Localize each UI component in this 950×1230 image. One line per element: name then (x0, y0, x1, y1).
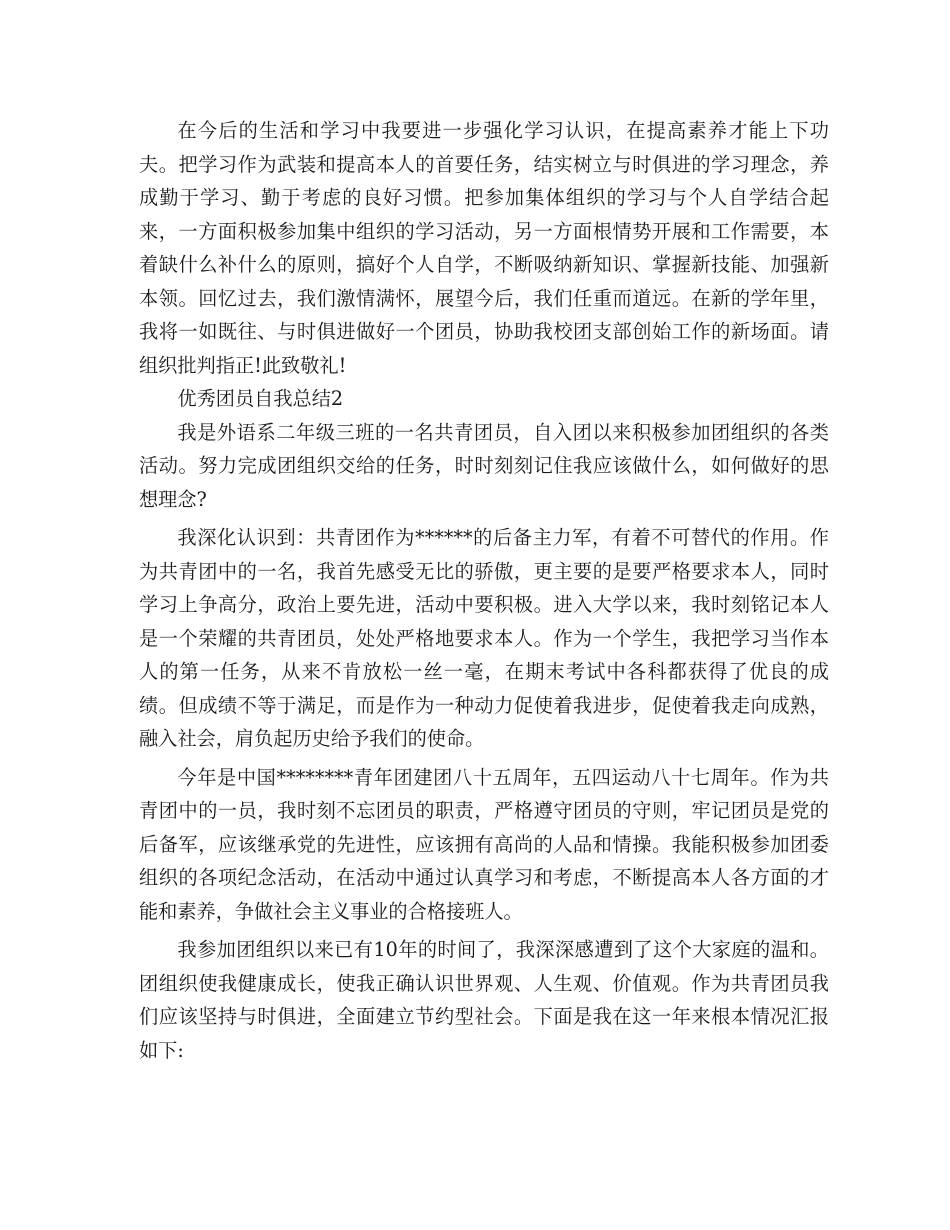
section-heading: 优秀团员自我总结2 (177, 387, 344, 410)
paragraph-report: 我参加团组织以来已有10年的时间了，我深深感遭到了这个大家庭的温和。团组织使我健康成长，使我正确认识世界观、人生观、价值观。作为共青团员我们应该坚持与时俱进，全面建立节约型社会。下面是我在这一年来根本情况汇报如下: (139, 938, 829, 1062)
paragraph-introduction: 我是外语系二年级三班的一名共青团员，自入团以来积极参加团组织的各类活动。努力完成团组织交给的任务，时时刻刻记住我应该做什么，如何做好的思想理念? (139, 420, 829, 511)
paragraph-study-plan: 在今后的生活和学习中我要进一步强化学习认识，在提高素养才能上下功夫。把学习作为武装和提高本人的首要任务，结实树立与时俱进的学习理念，养成勤于学习、勤于考虑的良好习惯。把参加集体组织的学习与个人自学结合起来，一方面积极参加集中组织的学习活动，另一方面根情势开展和工作需要，本着缺什么补什么的原则，搞好个人自学，不断吸纳新知识、掌握新技能、加强新本领。回忆过去，我们激情满怀，展望今后，我们任重而道远。在新的学年里，我将一如既往、与时俱进做好一个团员，协助我校团支部创始工作的新场面。请组织批判指正!此致敬礼! (139, 119, 829, 377)
paragraph-understanding: 我深化认识到：共青团作为******的后备主力军，有着不可替代的作用。作为共青团中的一名，我首先感受无比的骄傲，更主要的是要严格要求本人，同时学习上争高分，政治上要先进，活动中要积极。进入大学以来，我时刻铭记本人是一个荣耀的共青团员，处处严格地要求本人。作为一个学生，我把学习当作本人的第一任务，从来不肯放松一丝一毫，在期末考试中各科都获得了优良的成绩。但成绩不等于满足，而是作为一种动力促使着我进步，促使着我走向成熟，融入社会，肩负起历史给予我们的使命。 (139, 526, 829, 750)
paragraph-anniversary: 今年是中国********青年团建团八十五周年，五四运动八十七周年。作为共青团中的一员，我时刻不忘团员的职责，严格遵守团员的守则，牢记团员是党的后备军，应该继承党的先进性，应该拥有高尚的人品和情操。我能积极参加团委组织的各项纪念活动，在活动中通过认真学习和考虑，不断提高本人各方面的才能和素养，争做社会主义事业的合格接班人。 (139, 765, 829, 923)
document-body (139, 114, 829, 1067)
